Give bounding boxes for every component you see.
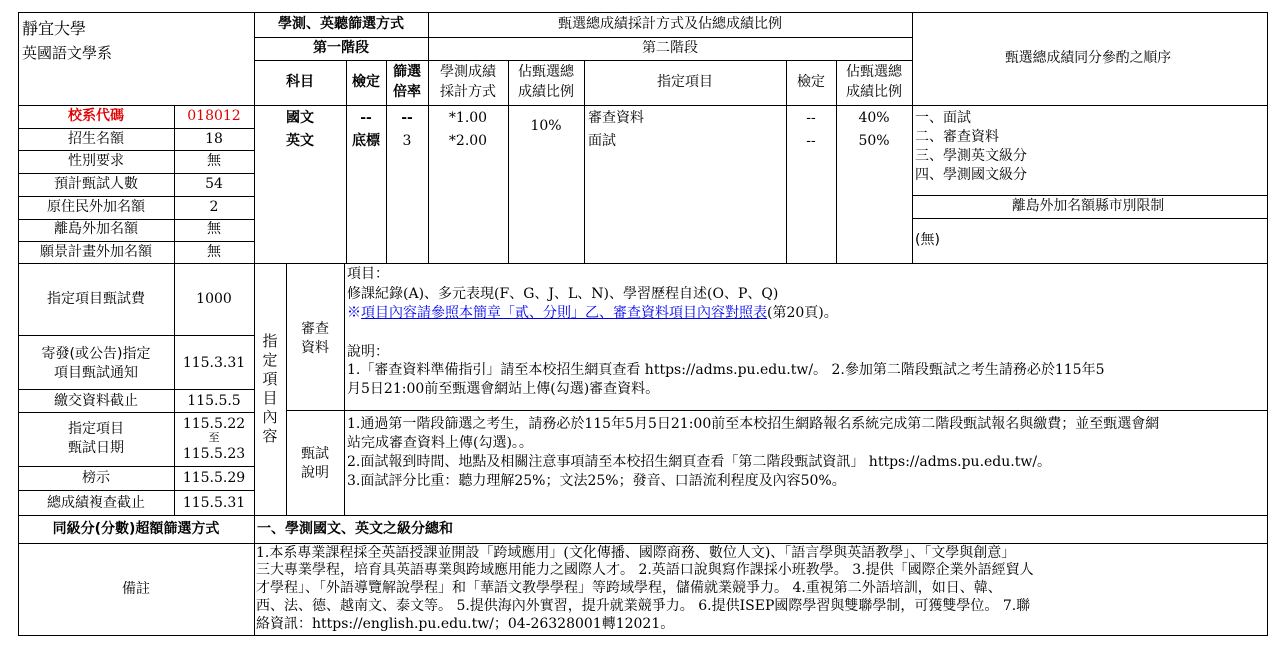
department-name: 英國語文學系 [22,44,113,62]
calc-header-top: 學測成績 [440,64,496,80]
info-label: 校系代碼 [68,108,124,124]
vertical-char: 容 [262,427,278,445]
ratio-header-top: 篩選 [393,64,421,80]
info-value: 18 [205,131,223,147]
tie-order-item: 二、審查資料 [915,129,999,145]
vertical-char: 指 [262,332,278,350]
note-mark: ※ [347,305,361,321]
exam-date-to: 至 [208,431,220,444]
tie-break-value: 一、學測國文、英文之級分總和 [257,521,453,537]
stage1-method-header: 學測、英聽篩選方式 [278,16,404,32]
stage1-header: 第一階段 [313,40,369,56]
calc-header-bottom: 採計方式 [440,84,496,100]
review-line: 項目： [347,266,389,282]
tie-break-label: 同級分(分數)超額篩選方式 [52,521,220,537]
review-reference-page: (第20頁)。 [767,305,838,321]
stage1-subject: 英文 [286,133,314,149]
island-limit-header: 離島外加名額縣市別限制 [1011,198,1165,214]
info-value: 2 [209,199,219,215]
fee-value: 1000 [196,291,232,307]
exam-date-end: 115.5.23 [182,446,246,462]
eval-title-header: 甄選總成績採計方式及佔總成績比例 [558,16,782,32]
submission-deadline-date: 115.5.5 [187,393,241,409]
notice-label-line2: 項目甄試通知 [54,365,138,381]
info-label: 原住民外加名額 [47,199,145,215]
pct2-header-bottom: 成績比例 [846,84,902,100]
stage2-check: -- [806,133,816,149]
stage2-percentage: 50% [858,133,890,149]
exam-date-label-line2: 甄試日期 [68,440,124,456]
info-label: 離島外加名額 [54,221,138,237]
stage1-check: 底標 [352,133,380,149]
stage1-ratio: 3 [402,133,412,149]
ratio-header-bottom: 倍率 [393,84,421,100]
submission-deadline-label: 繳交資料截止 [54,393,138,409]
exam-date-label-line1: 指定項目 [68,421,124,437]
notice-date: 115.3.31 [182,355,246,371]
remarks-line: 三大專業學程，培育具英語專業與跨域應用能力之國際人才。 2.英語口說與寫作課採小班教學。 3.提供「國際企業外語經貿人 [256,562,1034,578]
remarks-line: 才學程」、「外語導覽解說學程」和「華語文教學學程」等跨域學程，儲備就業競爭力。 4.重視第二外語培訓，如日、韓、 [256,580,1002,596]
interview-line: 2.面試報到時間、地點及相關注意事項請至本校招生網頁查看「第二階段甄試資訊」 https://adms.pu.edu.tw/。 [347,454,1052,470]
remarks-line: 絡資訊：https://english.pu.edu.tw/；04-26328001轉12021。 [256,616,675,632]
island-limit-value: (無) [915,232,940,248]
stage2-item: 面試 [588,133,616,149]
school-name: 靜宜大學 [22,19,87,38]
stage2-check: -- [806,110,816,126]
stage2-item: 審查資料 [588,110,644,126]
tie-order-item: 一、面試 [915,110,971,126]
review-reference-line [347,305,838,322]
check-header: 檢定 [352,74,380,90]
review-deadline-date: 115.5.31 [182,495,246,511]
review-line: 說明： [347,344,389,360]
remarks-line: 1.本系專業課程採全英語授課並開設「跨域應用」(文化傳播、國際商務、數位人文)、「語言學與英語教學」、「文學與創意」 [256,545,1016,561]
stage2-percentage: 40% [858,110,890,126]
info-value: 無 [207,221,221,237]
fee-label: 指定項目甄試費 [47,291,145,307]
info-value: 無 [207,153,221,169]
result-date: 115.5.29 [182,470,246,486]
review-label-line1: 審查 [301,321,329,337]
pct2-header-top: 佔甄選總 [846,64,902,80]
tie-order-item: 四、學測國文級分 [915,167,1027,183]
check2-header: 檢定 [797,74,825,90]
review-deadline-label: 總成績複查截止 [47,495,145,511]
designated-header: 指定項目 [657,74,713,90]
notice-label-line1: 寄發(或公告)指定 [41,346,151,362]
info-label: 願景計畫外加名額 [40,244,152,260]
info-value: 無 [207,244,221,260]
vertical-char: 內 [262,408,278,426]
stage1-check: -- [360,110,372,126]
stage1-ratio: -- [401,110,413,126]
stage1-percentage: 10% [530,118,562,134]
stage1-calc: *1.00 [448,110,488,126]
info-label: 招生名額 [68,131,124,147]
pct-header-bottom: 成績比例 [518,84,574,100]
result-label: 榜示 [82,470,110,486]
interview-line: 1.通過第一階段篩選之考生，請務必於115年5月5日21:00前至本校招生網路報名系統完成第二階段甄試報名與繳費；並至甄選會網 [347,416,1160,432]
vertical-char: 項 [262,370,278,388]
review-line: 1.「審查資料準備指引」請至本校招生網頁查看 https://adms.pu.edu.tw/。 2.參加第二階段甄試之考生請務必於115年5 [347,362,1105,378]
remarks-line: 西、法、德、越南文、泰文等。 5.提供海內外實習，提升就業競爭力。 6.提供ISEP國際學習與雙聯學制，可獲雙學位。 7.聯 [256,598,1031,614]
designated-content-vertical-label [260,332,280,446]
vertical-char: 目 [262,389,278,407]
interview-line: 站完成審查資料上傳(勾選)。。 [347,435,533,451]
review-reference-link[interactable]: 項目內容請參照本簡章「貳、分則」乙、審查資料項目內容對照表 [361,305,767,321]
tie-order-header: 甄選總成績同分參酌之順序 [1004,50,1172,66]
review-label-line2: 資料 [301,340,329,356]
review-line: 月5日21:00前至甄選會網站上傳(勾選)審查資料。 [347,381,660,397]
interview-label-line2: 說明 [301,465,329,481]
info-value: 54 [205,176,223,192]
interview-line: 3.面試評分比重：聽力理解25%；文法25%；發音、口語流利程度及內容50%。 [347,473,846,489]
review-line: 修課紀錄(A)、多元表現(F、G、J、L、N)、學習歷程自述(O、P、Q) [347,286,779,302]
subject-header: 科目 [286,74,314,90]
tie-order-item: 三、學測英文級分 [915,148,1027,164]
pct-header-top: 佔甄選總 [518,64,574,80]
info-value: 018012 [187,108,241,124]
remarks-label: 備註 [122,581,150,597]
stage1-calc: *2.00 [448,133,488,149]
info-label: 性別要求 [68,153,124,169]
vertical-char: 定 [262,351,278,369]
interview-label-line1: 甄試 [301,446,329,462]
stage1-subject: 國文 [286,110,314,126]
info-label: 預計甄試人數 [54,176,138,192]
stage2-header: 第二階段 [642,40,698,56]
exam-date-start: 115.5.22 [182,416,246,432]
